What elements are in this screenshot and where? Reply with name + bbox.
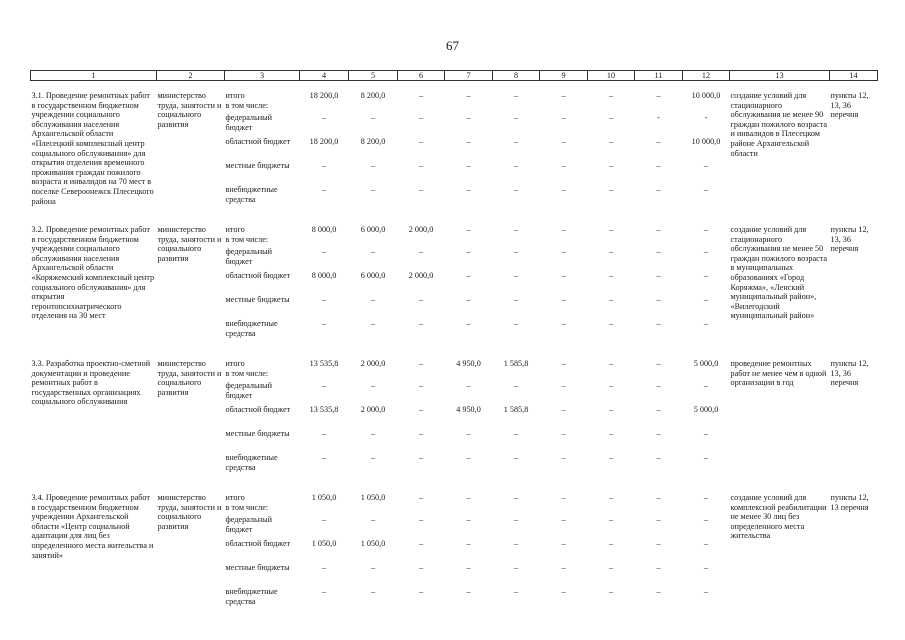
- amount-cell: –: [418, 161, 424, 170]
- amount-cell: 1 050,0: [360, 493, 386, 502]
- amount-cell: 6 000,0: [360, 225, 386, 234]
- amount-cell: 5 000,0: [693, 359, 719, 368]
- column-header: 6: [398, 71, 445, 81]
- amount-cell: –: [370, 453, 376, 462]
- amount-cell: [540, 101, 588, 113]
- funding-source: федеральный бюджет: [225, 113, 273, 132]
- column-header: 14: [830, 71, 878, 81]
- amount-cell: –: [466, 587, 471, 596]
- amount-cell: –: [418, 429, 424, 438]
- amount-cell: –: [321, 587, 327, 596]
- amount-cell: –: [466, 381, 471, 390]
- amount-cell: –: [561, 185, 566, 194]
- amount-cell: –: [608, 91, 614, 100]
- amount-cell: 18 200,0: [309, 91, 339, 100]
- amount-cell: –: [656, 225, 661, 234]
- amount-cell: –: [513, 185, 519, 194]
- amount-cell: [300, 369, 349, 381]
- amount-cell: –: [321, 381, 327, 390]
- amount-cell: –: [656, 493, 661, 502]
- amount-cell: –: [513, 91, 519, 100]
- amount-cell: –: [608, 137, 614, 146]
- funding-source: федеральный бюджет: [225, 515, 273, 534]
- funding-source: внебюджетные средства: [225, 587, 278, 606]
- block-spacer: [31, 81, 878, 92]
- amount-cell: –: [608, 185, 614, 194]
- amount-cell: –: [466, 515, 471, 524]
- amount-cell: [635, 235, 683, 247]
- amount-cell: –: [561, 247, 566, 256]
- amount-cell: [445, 503, 493, 515]
- amount-cell: –: [513, 271, 519, 280]
- amount-cell: 8 200,0: [360, 137, 386, 146]
- amount-cell: –: [608, 295, 614, 304]
- amount-cell: –: [513, 295, 519, 304]
- amount-cell: –: [513, 493, 519, 502]
- table-row: [31, 493, 878, 503]
- amount-cell: –: [561, 381, 566, 390]
- amount-cell: 1 050,0: [311, 539, 337, 548]
- amount-cell: –: [513, 137, 519, 146]
- amount-cell: 13 535,8: [309, 405, 339, 414]
- amount-cell: –: [656, 587, 661, 596]
- amount-cell: [683, 235, 730, 247]
- amount-cell: –: [656, 271, 661, 280]
- amount-cell: [493, 503, 540, 515]
- amount-cell: –: [513, 453, 519, 462]
- amount-cell: 18 200,0: [309, 137, 339, 146]
- amount-cell: –: [656, 295, 661, 304]
- amount-cell: 4 950,0: [456, 405, 481, 414]
- amount-cell: 8 200,0: [360, 91, 386, 100]
- table-row: [31, 91, 878, 101]
- amount-cell: [540, 503, 588, 515]
- amount-cell: –: [703, 247, 709, 256]
- amount-cell: –: [370, 515, 376, 524]
- amount-cell: –: [321, 563, 327, 572]
- funding-source: в том числе:: [225, 235, 269, 244]
- amount-cell: –: [703, 587, 709, 596]
- amount-cell: –: [561, 405, 566, 414]
- amount-cell: –: [418, 381, 424, 390]
- amount-cell: [683, 369, 730, 381]
- amount-cell: –: [703, 453, 709, 462]
- amount-cell: [588, 503, 635, 515]
- funding-source: итого: [225, 91, 245, 100]
- amount-cell: [349, 369, 398, 381]
- amount-cell: –: [656, 247, 661, 256]
- amount-cell: –: [466, 247, 471, 256]
- amount-cell: –: [418, 539, 424, 548]
- amount-cell: –: [561, 137, 566, 146]
- amount-cell: –: [321, 185, 327, 194]
- amount-cell: [398, 101, 445, 113]
- references: пункты 12, 13, 36 перечня: [830, 359, 869, 388]
- amount-cell: –: [703, 429, 709, 438]
- measure-title: 3.1. Проведение ремонтных работ в государственном бюджетном учреждении социального обслуживания населения Архангельской области «Плесецкий комплексный центр социального обслуживания» для открытия отделения временного проживания граждан пожилого возраста и инвалидов на 70 мест в поселке Североонежск Плесецкого района: [31, 91, 154, 206]
- amount-cell: [588, 369, 635, 381]
- spacer-cell: [31, 477, 878, 493]
- amount-cell: –: [466, 429, 471, 438]
- amount-cell: –: [466, 91, 471, 100]
- amount-cell: –: [370, 587, 376, 596]
- measure-title: 3.2. Проведение ремонтных работ в государственном бюджетном учреждении социального обслуживания населения Архангельской области «Коряжемский комплексный центр социального обслуживания» для открытия геронтопсихиатрического отделения на 30 мест: [31, 225, 155, 321]
- amount-cell: –: [608, 225, 614, 234]
- amount-cell: –: [608, 319, 614, 328]
- amount-cell: –: [703, 295, 709, 304]
- funding-source: в том числе:: [225, 369, 269, 378]
- amount-cell: –: [656, 319, 661, 328]
- amount-cell: –: [513, 319, 519, 328]
- amount-cell: –: [608, 587, 614, 596]
- amount-cell: –: [418, 91, 424, 100]
- amount-cell: [635, 101, 683, 113]
- amount-cell: [349, 235, 398, 247]
- amount-cell: –: [370, 185, 376, 194]
- amount-cell: [540, 369, 588, 381]
- amount-cell: –: [466, 113, 471, 122]
- amount-cell: [588, 235, 635, 247]
- amount-cell: –: [513, 515, 519, 524]
- amount-cell: –: [370, 319, 376, 328]
- amount-cell: –: [561, 515, 566, 524]
- amount-cell: –: [656, 405, 661, 414]
- amount-cell: –: [608, 563, 614, 572]
- amount-cell: –: [656, 381, 661, 390]
- amount-cell: –: [608, 271, 614, 280]
- funding-source: итого: [225, 225, 245, 234]
- references: пункты 12, 13, 36 перечня: [830, 91, 869, 120]
- expected-result: создание условий для комплексной реабилитации не менее 30 лиц без определенного места жительства: [730, 493, 827, 541]
- amount-cell: [683, 101, 730, 113]
- amount-cell: –: [418, 359, 424, 368]
- amount-cell: –: [608, 429, 614, 438]
- amount-cell: –: [656, 137, 661, 146]
- amount-cell: –: [513, 161, 519, 170]
- amount-cell: [300, 503, 349, 515]
- funding-source: внебюджетные средства: [225, 185, 278, 204]
- amount-cell: [300, 101, 349, 113]
- references: пункты 12, 13, 36 перечня: [830, 225, 869, 254]
- funding-source: итого: [225, 359, 245, 368]
- column-header: 1: [31, 71, 157, 81]
- amount-cell: –: [608, 381, 614, 390]
- amount-cell: –: [466, 225, 471, 234]
- measure-title: 3.4. Проведение ремонтных работ в государственном бюджетном учреждении Архангельской области «Центр социальной адаптации для лиц без определенного места жительства и занятий»: [31, 493, 154, 560]
- amount-cell: –: [561, 587, 566, 596]
- amount-cell: 1 585,8: [503, 359, 529, 368]
- amount-cell: –: [418, 137, 424, 146]
- amount-cell: –: [703, 271, 709, 280]
- amount-cell: -: [704, 113, 708, 122]
- funding-source: областной бюджет: [225, 405, 291, 414]
- amount-cell: –: [370, 563, 376, 572]
- amount-cell: –: [418, 405, 424, 414]
- amount-cell: [588, 101, 635, 113]
- column-header: 2: [157, 71, 225, 81]
- amount-cell: [683, 503, 730, 515]
- amount-cell: –: [656, 563, 661, 572]
- amount-cell: –: [608, 453, 614, 462]
- column-header: 9: [540, 71, 588, 81]
- amount-cell: –: [656, 161, 661, 170]
- amount-cell: –: [608, 359, 614, 368]
- measure-title: 3.3. Разработка проектно-сметной документации и проведение ремонтных работ в государственных организациях социального обслуживания: [31, 359, 151, 407]
- amount-cell: –: [466, 493, 471, 502]
- amount-cell: –: [608, 493, 614, 502]
- amount-cell: –: [466, 271, 471, 280]
- amount-cell: –: [656, 185, 661, 194]
- amount-cell: [635, 503, 683, 515]
- column-header: 8: [493, 71, 540, 81]
- amount-cell: 2 000,0: [408, 225, 434, 234]
- amount-cell: –: [418, 185, 424, 194]
- amount-cell: –: [561, 295, 566, 304]
- amount-cell: –: [513, 381, 519, 390]
- amount-cell: –: [418, 295, 424, 304]
- amount-cell: –: [466, 295, 471, 304]
- amount-cell: –: [561, 91, 566, 100]
- table-row: [31, 225, 878, 235]
- column-header: 11: [635, 71, 683, 81]
- amount-cell: [398, 369, 445, 381]
- funding-source: федеральный бюджет: [225, 247, 273, 266]
- amount-cell: 2 000,0: [360, 359, 386, 368]
- amount-cell: [635, 369, 683, 381]
- amount-cell: –: [608, 247, 614, 256]
- amount-cell: –: [466, 539, 471, 548]
- amount-cell: [445, 101, 493, 113]
- amount-cell: –: [608, 515, 614, 524]
- amount-cell: –: [656, 453, 661, 462]
- expected-result: проведение ремонтных работ не менее чем в одной организации в год: [730, 359, 827, 388]
- expected-result: создание условий для стационарного обслуживания не менее 90 граждан пожилого возраста и инвалидов в Плесецком районе Архангельской области: [730, 91, 828, 158]
- amount-cell: –: [561, 429, 566, 438]
- amount-cell: –: [370, 113, 376, 122]
- amount-cell: [445, 235, 493, 247]
- amount-cell: –: [513, 429, 519, 438]
- funding-source: итого: [225, 493, 245, 502]
- amount-cell: –: [418, 515, 424, 524]
- amount-cell: 1 050,0: [311, 493, 337, 502]
- amount-cell: –: [608, 113, 614, 122]
- amount-cell: –: [513, 587, 519, 596]
- amount-cell: 10 000,0: [691, 91, 721, 100]
- amount-cell: –: [513, 225, 519, 234]
- spacer-cell: [31, 209, 878, 225]
- amount-cell: –: [466, 319, 471, 328]
- amount-cell: –: [513, 539, 519, 548]
- amount-cell: [493, 101, 540, 113]
- amount-cell: -: [657, 113, 660, 122]
- amount-cell: 5 000,0: [693, 405, 719, 414]
- amount-cell: –: [561, 225, 566, 234]
- column-header: 13: [730, 71, 830, 81]
- amount-cell: 1 050,0: [360, 539, 386, 548]
- funding-source: местные бюджеты: [225, 429, 290, 438]
- amount-cell: –: [703, 493, 709, 502]
- amount-cell: [540, 235, 588, 247]
- amount-cell: –: [466, 563, 471, 572]
- references: пункты 12, 13 перечня: [830, 493, 869, 512]
- amount-cell: –: [561, 453, 566, 462]
- amount-cell: –: [370, 295, 376, 304]
- amount-cell: –: [703, 381, 709, 390]
- funding-source: областной бюджет: [225, 271, 291, 280]
- amount-cell: –: [466, 137, 471, 146]
- funding-source: областной бюджет: [225, 539, 291, 548]
- funding-source: областной бюджет: [225, 137, 291, 146]
- amount-cell: –: [370, 429, 376, 438]
- amount-cell: –: [321, 429, 327, 438]
- amount-cell: –: [418, 113, 424, 122]
- amount-cell: –: [656, 359, 661, 368]
- amount-cell: –: [321, 295, 327, 304]
- column-header: 7: [445, 71, 493, 81]
- amount-cell: –: [561, 113, 566, 122]
- amount-cell: –: [656, 515, 661, 524]
- column-header: 4: [300, 71, 349, 81]
- amount-cell: –: [321, 319, 327, 328]
- page-number: 67: [446, 38, 459, 53]
- amount-cell: –: [321, 515, 327, 524]
- funding-source: в том числе:: [225, 101, 269, 110]
- amount-cell: –: [656, 429, 661, 438]
- amount-cell: –: [418, 319, 424, 328]
- executor: министерство труда, занятости и социального развития: [157, 91, 222, 129]
- column-header: 3: [225, 71, 300, 81]
- funding-source: в том числе:: [225, 503, 269, 512]
- amount-cell: 1 585,8: [503, 405, 529, 414]
- amount-cell: –: [561, 271, 566, 280]
- amount-cell: –: [561, 493, 566, 502]
- amount-cell: –: [321, 453, 327, 462]
- amount-cell: –: [513, 247, 519, 256]
- amount-cell: 13 535,8: [309, 359, 339, 368]
- amount-cell: –: [703, 185, 709, 194]
- amount-cell: 8 000,0: [311, 271, 337, 280]
- funding-source: внебюджетные средства: [225, 453, 278, 472]
- amount-cell: [349, 503, 398, 515]
- amount-cell: [445, 369, 493, 381]
- amount-cell: –: [561, 563, 566, 572]
- amount-cell: –: [703, 563, 709, 572]
- funding-source: внебюджетные средства: [225, 319, 278, 338]
- funding-source: местные бюджеты: [225, 161, 290, 170]
- amount-cell: –: [418, 453, 424, 462]
- amount-cell: –: [561, 539, 566, 548]
- amount-cell: –: [561, 161, 566, 170]
- amount-cell: –: [418, 247, 424, 256]
- amount-cell: –: [703, 539, 709, 548]
- column-header: 10: [588, 71, 635, 81]
- spacer-cell: [31, 343, 878, 359]
- amount-cell: –: [608, 539, 614, 548]
- amount-cell: [493, 235, 540, 247]
- amount-cell: –: [321, 247, 327, 256]
- block-spacer: [31, 477, 878, 493]
- block-spacer: [31, 343, 878, 359]
- amount-cell: –: [321, 161, 327, 170]
- amount-cell: –: [703, 515, 709, 524]
- table-row: [31, 359, 878, 369]
- executor: министерство труда, занятости и социального развития: [157, 359, 222, 397]
- amount-cell: [398, 503, 445, 515]
- amount-cell: –: [656, 91, 661, 100]
- spacer-cell: [31, 81, 878, 92]
- expected-result: создание условий для стационарного обслуживания не менее 50 граждан пожилого возраста в муниципальных образованиях «Город Коряжма», «Ленский муниципальный район», «Вилегодский муниципальный район»: [730, 225, 828, 321]
- amount-cell: –: [418, 587, 424, 596]
- executor: министерство труда, занятости и социального развития: [157, 225, 222, 263]
- amount-cell: 10 000,0: [691, 137, 721, 146]
- header-row: [31, 71, 878, 81]
- amount-cell: –: [370, 161, 376, 170]
- amount-cell: [493, 369, 540, 381]
- amount-cell: 8 000,0: [311, 225, 337, 234]
- funding-source: местные бюджеты: [225, 295, 290, 304]
- amount-cell: 6 000,0: [360, 271, 386, 280]
- funding-source: местные бюджеты: [225, 563, 290, 572]
- amount-cell: –: [321, 113, 327, 122]
- amount-cell: –: [513, 113, 519, 122]
- amount-cell: [349, 101, 398, 113]
- amount-cell: –: [608, 161, 614, 170]
- amount-cell: –: [561, 359, 566, 368]
- amount-cell: 2 000,0: [408, 271, 434, 280]
- amount-cell: –: [418, 563, 424, 572]
- amount-cell: –: [513, 563, 519, 572]
- amount-cell: –: [703, 225, 709, 234]
- amount-cell: –: [418, 493, 424, 502]
- amount-cell: –: [466, 161, 471, 170]
- amount-cell: –: [466, 185, 471, 194]
- column-header: 12: [683, 71, 730, 81]
- program-table: [30, 70, 878, 611]
- amount-cell: 4 950,0: [456, 359, 481, 368]
- amount-cell: –: [466, 453, 471, 462]
- amount-cell: –: [370, 381, 376, 390]
- funding-source: федеральный бюджет: [225, 381, 273, 400]
- amount-cell: –: [656, 539, 661, 548]
- amount-cell: –: [608, 405, 614, 414]
- column-header: 5: [349, 71, 398, 81]
- amount-cell: 2 000,0: [360, 405, 386, 414]
- amount-cell: [300, 235, 349, 247]
- amount-cell: –: [370, 247, 376, 256]
- executor: министерство труда, занятости и социального развития: [157, 493, 222, 531]
- amount-cell: –: [703, 319, 709, 328]
- amount-cell: –: [561, 319, 566, 328]
- block-spacer: [31, 209, 878, 225]
- amount-cell: [398, 235, 445, 247]
- amount-cell: –: [703, 161, 709, 170]
